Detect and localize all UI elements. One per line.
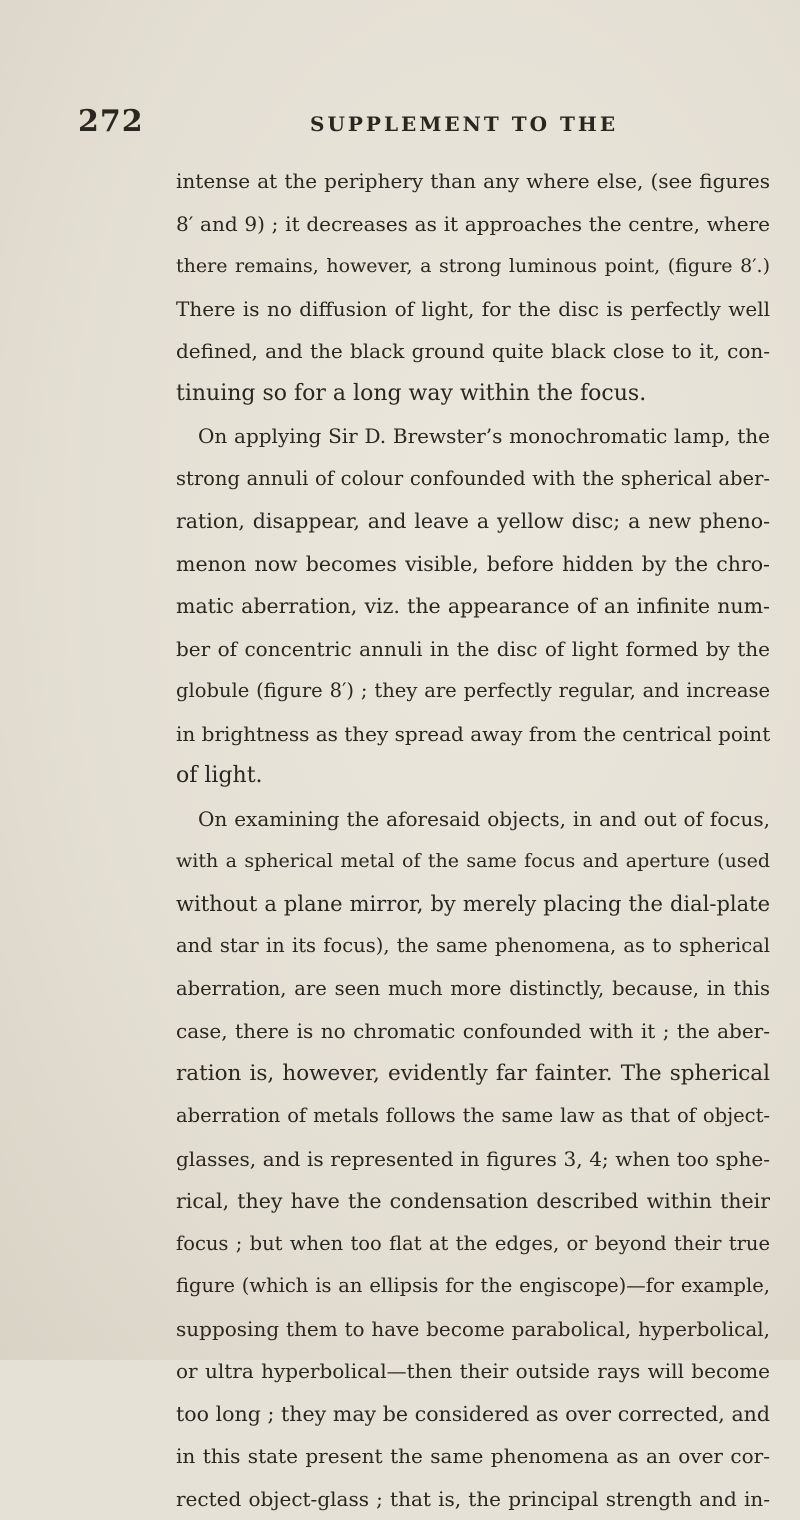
text-line: there remains, however, a strong luminous point, (figure 8′.) (176, 245, 770, 288)
running-head: SUPPLEMENT TO THE (310, 112, 618, 136)
text-line: tinuing so for a long way within the focus. (176, 373, 770, 416)
text-line: aberration of metals follows the same law as that of object- (176, 1095, 770, 1138)
text-line: glasses, and is represented in figures 3, 4; when too sphe- (176, 1138, 770, 1181)
text-line: On applying Sir D. Brewster’s monochromatic lamp, the (176, 415, 770, 458)
text-line: defined, and the black ground quite black close to it, con- (176, 330, 770, 373)
text-line: and star in its focus), the same phenomena, as to spherical (176, 925, 770, 968)
text-line: of light. (176, 755, 770, 798)
text-line: ration, disappear, and leave a yellow disc; a new pheno- (176, 500, 770, 543)
text-line: or ultra hyperbolical—then their outside rays will become (176, 1350, 770, 1393)
text-line: supposing them to have become parabolical, hyperbolical, (176, 1308, 770, 1351)
text-line: too long ; they may be considered as over corrected, and (176, 1393, 770, 1436)
text-line: in brightness as they spread away from the centrical point (176, 713, 770, 756)
text-line: with a spherical metal of the same focus and aperture (used (176, 840, 770, 883)
page-header (78, 104, 722, 144)
text-line: rical, they have the condensation described within their (176, 1180, 770, 1223)
page-number: 272 (78, 104, 144, 139)
text-line: ber of concentric annuli in the disc of light formed by the (176, 628, 770, 671)
text-line: figure (which is an ellipsis for the engiscope)—for example, (176, 1265, 770, 1308)
text-line: rected object-glass ; that is, the principal strength and in- (176, 1478, 770, 1520)
text-line: case, there is no chromatic confounded with it ; the aber- (176, 1010, 770, 1053)
text-line: intense at the periphery than any where else, (see figures (176, 160, 770, 203)
text-line: focus ; but when too flat at the edges, or beyond their true (176, 1223, 770, 1266)
body-text (176, 160, 770, 1520)
text-line: There is no diffusion of light, for the disc is perfectly well (176, 288, 770, 331)
text-line: 8′ and 9) ; it decreases as it approaches the centre, where (176, 203, 770, 246)
text-line: aberration, are seen much more distinctly, because, in this (176, 968, 770, 1011)
text-line: globule (figure 8′) ; they are perfectly regular, and increase (176, 670, 770, 713)
text-line: menon now becomes visible, before hidden by the chro- (176, 543, 770, 586)
text-line: matic aberration, viz. the appearance of an infinite num- (176, 585, 770, 628)
text-line: On examining the aforesaid objects, in and out of focus, (176, 798, 770, 841)
text-line: without a plane mirror, by merely placing the dial-plate (176, 883, 770, 926)
text-line: in this state present the same phenomena as an over cor- (176, 1435, 770, 1478)
text-line: ration is, however, evidently far fainter. The spherical (176, 1053, 770, 1096)
text-line: strong annuli of colour confounded with the spherical aber- (176, 458, 770, 501)
